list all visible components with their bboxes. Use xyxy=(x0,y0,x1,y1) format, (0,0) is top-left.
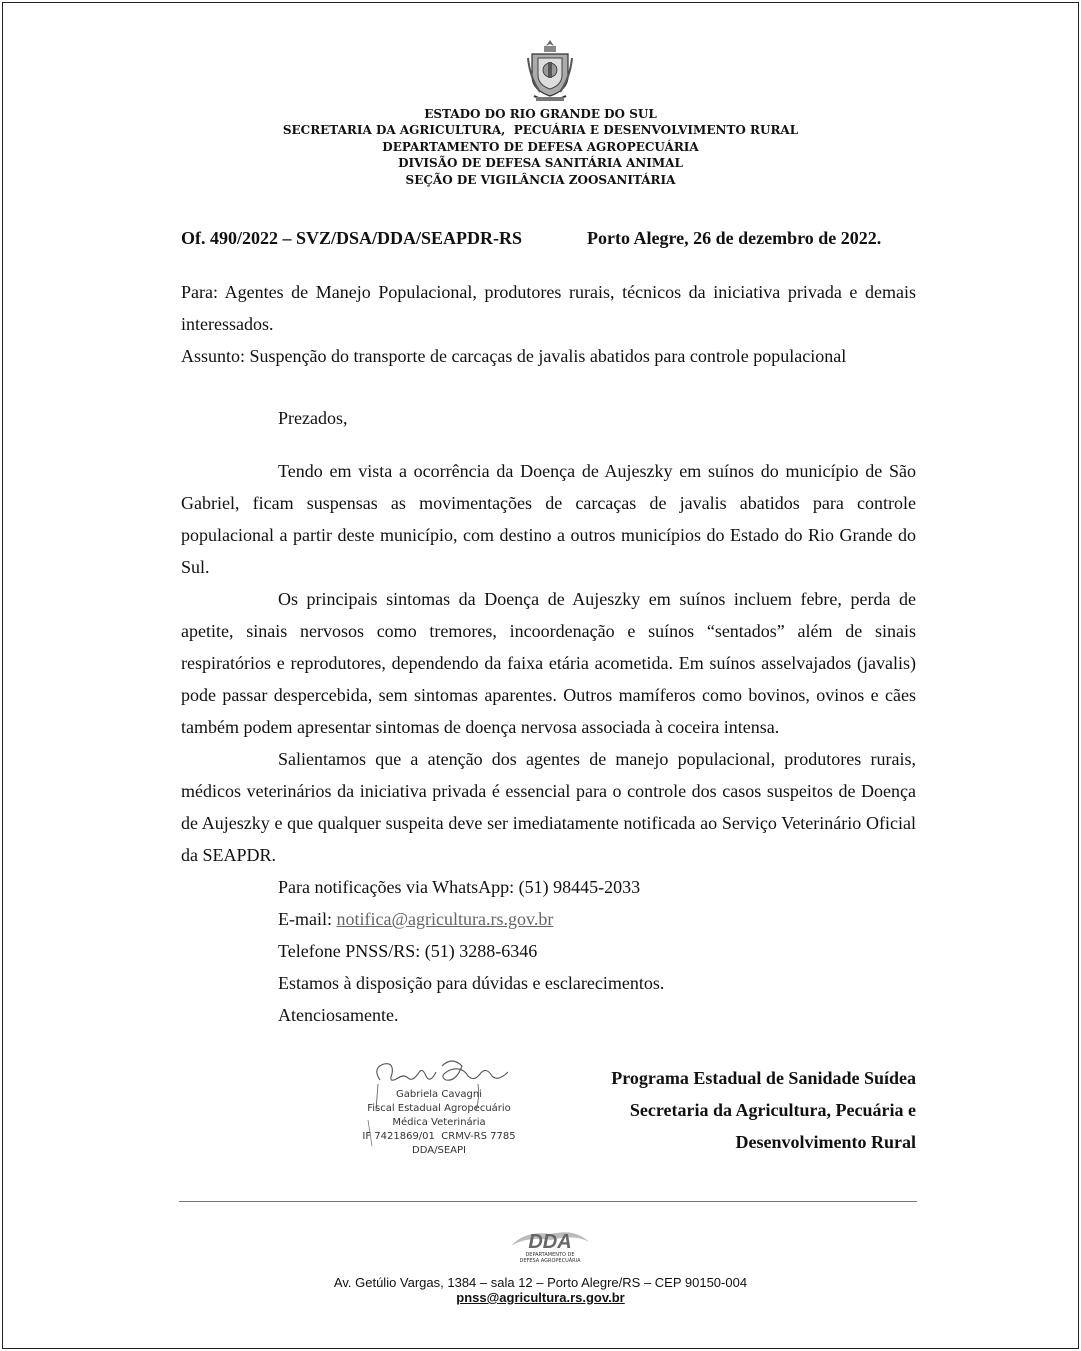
email-link[interactable]: notifica@agricultura.rs.gov.br xyxy=(336,909,554,929)
paragraph: Os principais sintomas da Doença de Aujeszky em suínos incluem febre, perda de apetite, sinais nervosos como tremores, incoordenação e suínos “sentados” além de sinais respiratórios e reprodutores, dependendo da faixa etária acometida. Em suínos asselvajados (javalis) pode passar despercebida, sem sintomas aparentes. Outros mamíferos como bovinos, ovinos e cães também podem apresentar sintomas de doença nervosa associada à coceira intensa. xyxy=(181,589,916,737)
program-line: Programa Estadual de Sanidade Suídea xyxy=(611,1068,916,1088)
signer-role: Fiscal Estadual Agropecuário xyxy=(367,1103,511,1114)
addressee: Para: Agentes de Manejo Populacional, produtores rurais, técnicos da iniciativa privada e demais interessados. xyxy=(181,282,916,334)
signer-title: Médica Veterinária xyxy=(392,1117,486,1128)
contact-email xyxy=(181,903,916,935)
footer-address: Av. Getúlio Vargas, 1384 – sala 12 – Porto Alegre/RS – CEP 90150-004 xyxy=(333,1275,748,1290)
program-line: Secretaria da Agricultura, Pecuária e xyxy=(629,1100,916,1120)
program-line: Desenvolvimento Rural xyxy=(735,1132,916,1152)
greeting: Prezados, xyxy=(278,408,348,428)
dda-logo-subtitle: DEPARTAMENTO DE xyxy=(525,1252,575,1258)
signer-unit: DDA/SEAPI xyxy=(412,1145,466,1156)
dda-logo-text: DDA xyxy=(528,1231,572,1253)
document-date: Porto Alegre, 26 de dezembro de 2022. xyxy=(587,228,882,248)
paragraph: Salientamos que a atenção dos agentes de manejo populacional, produtores rurais, médicos veterinários da iniciativa privada é essencial para o controle dos casos suspeitos de Doença de Aujeszky e que qualquer suspeita deve ser imediatamente notificada ao Serviço Veterinário Oficial da SEAPDR. xyxy=(181,749,916,865)
footer xyxy=(0,1275,1081,1305)
letter-body xyxy=(181,276,916,1031)
reference-line xyxy=(181,228,916,249)
contact-email-label: E-mail: xyxy=(278,909,337,929)
letterhead-line: DEPARTAMENTO DE DEFESA AGROPECUÁRIA xyxy=(382,139,699,154)
signature-block xyxy=(358,1088,520,1158)
document-number: Of. 490/2022 – SVZ/DSA/DDA/SEAPDR-RS xyxy=(181,228,523,248)
footer-email-link[interactable]: pnss@agricultura.rs.gov.br xyxy=(456,1290,625,1305)
closing-regards: Atenciosamente. xyxy=(278,1005,399,1025)
letterhead-line: ESTADO DO RIO GRANDE DO SUL xyxy=(424,107,657,121)
closing-availability: Estamos à disposição para dúvidas e esclarecimentos. xyxy=(278,973,665,993)
contact-phone: Telefone PNSS/RS: (51) 3288-6346 xyxy=(278,941,538,961)
contact-whatsapp: Para notificações via WhatsApp: (51) 98445-2033 xyxy=(278,877,641,897)
letterhead-line: DIVISÃO DE DEFESA SANITÁRIA ANIMAL xyxy=(398,156,683,171)
subject: Assunto: Suspenção do transporte de carcaças de javalis abatidos para controle populacional xyxy=(181,346,847,366)
paragraph: Tendo em vista a ocorrência da Doença de Aujeszky em suínos do município de São Gabriel, ficam suspensas as movimentações de carcaças de javalis abatidos para controle populacional a partir deste município, com destino a outros municípios do Estado do Rio Grande do Sul. xyxy=(181,461,916,577)
letterhead-line: SEÇÃO DE VIGILÂNCIA ZOOSANITÁRIA xyxy=(405,172,676,187)
footer-divider xyxy=(179,1201,917,1202)
signer-registration: IF 7421869/01 CRMV-RS 7785 xyxy=(362,1131,516,1142)
program-block xyxy=(556,1062,916,1158)
letterhead xyxy=(0,106,1081,188)
letterhead-line: SECRETARIA DA AGRICULTURA, PECUÁRIA E DESENVOLVIMENTO RURAL xyxy=(282,123,799,138)
dda-logo xyxy=(505,1226,595,1264)
coat-of-arms-icon xyxy=(526,38,574,104)
dda-logo-subtitle: DEFESA AGROPECUÁRIA xyxy=(519,1258,581,1264)
signer-name: Gabriela Cavagni xyxy=(396,1089,482,1100)
